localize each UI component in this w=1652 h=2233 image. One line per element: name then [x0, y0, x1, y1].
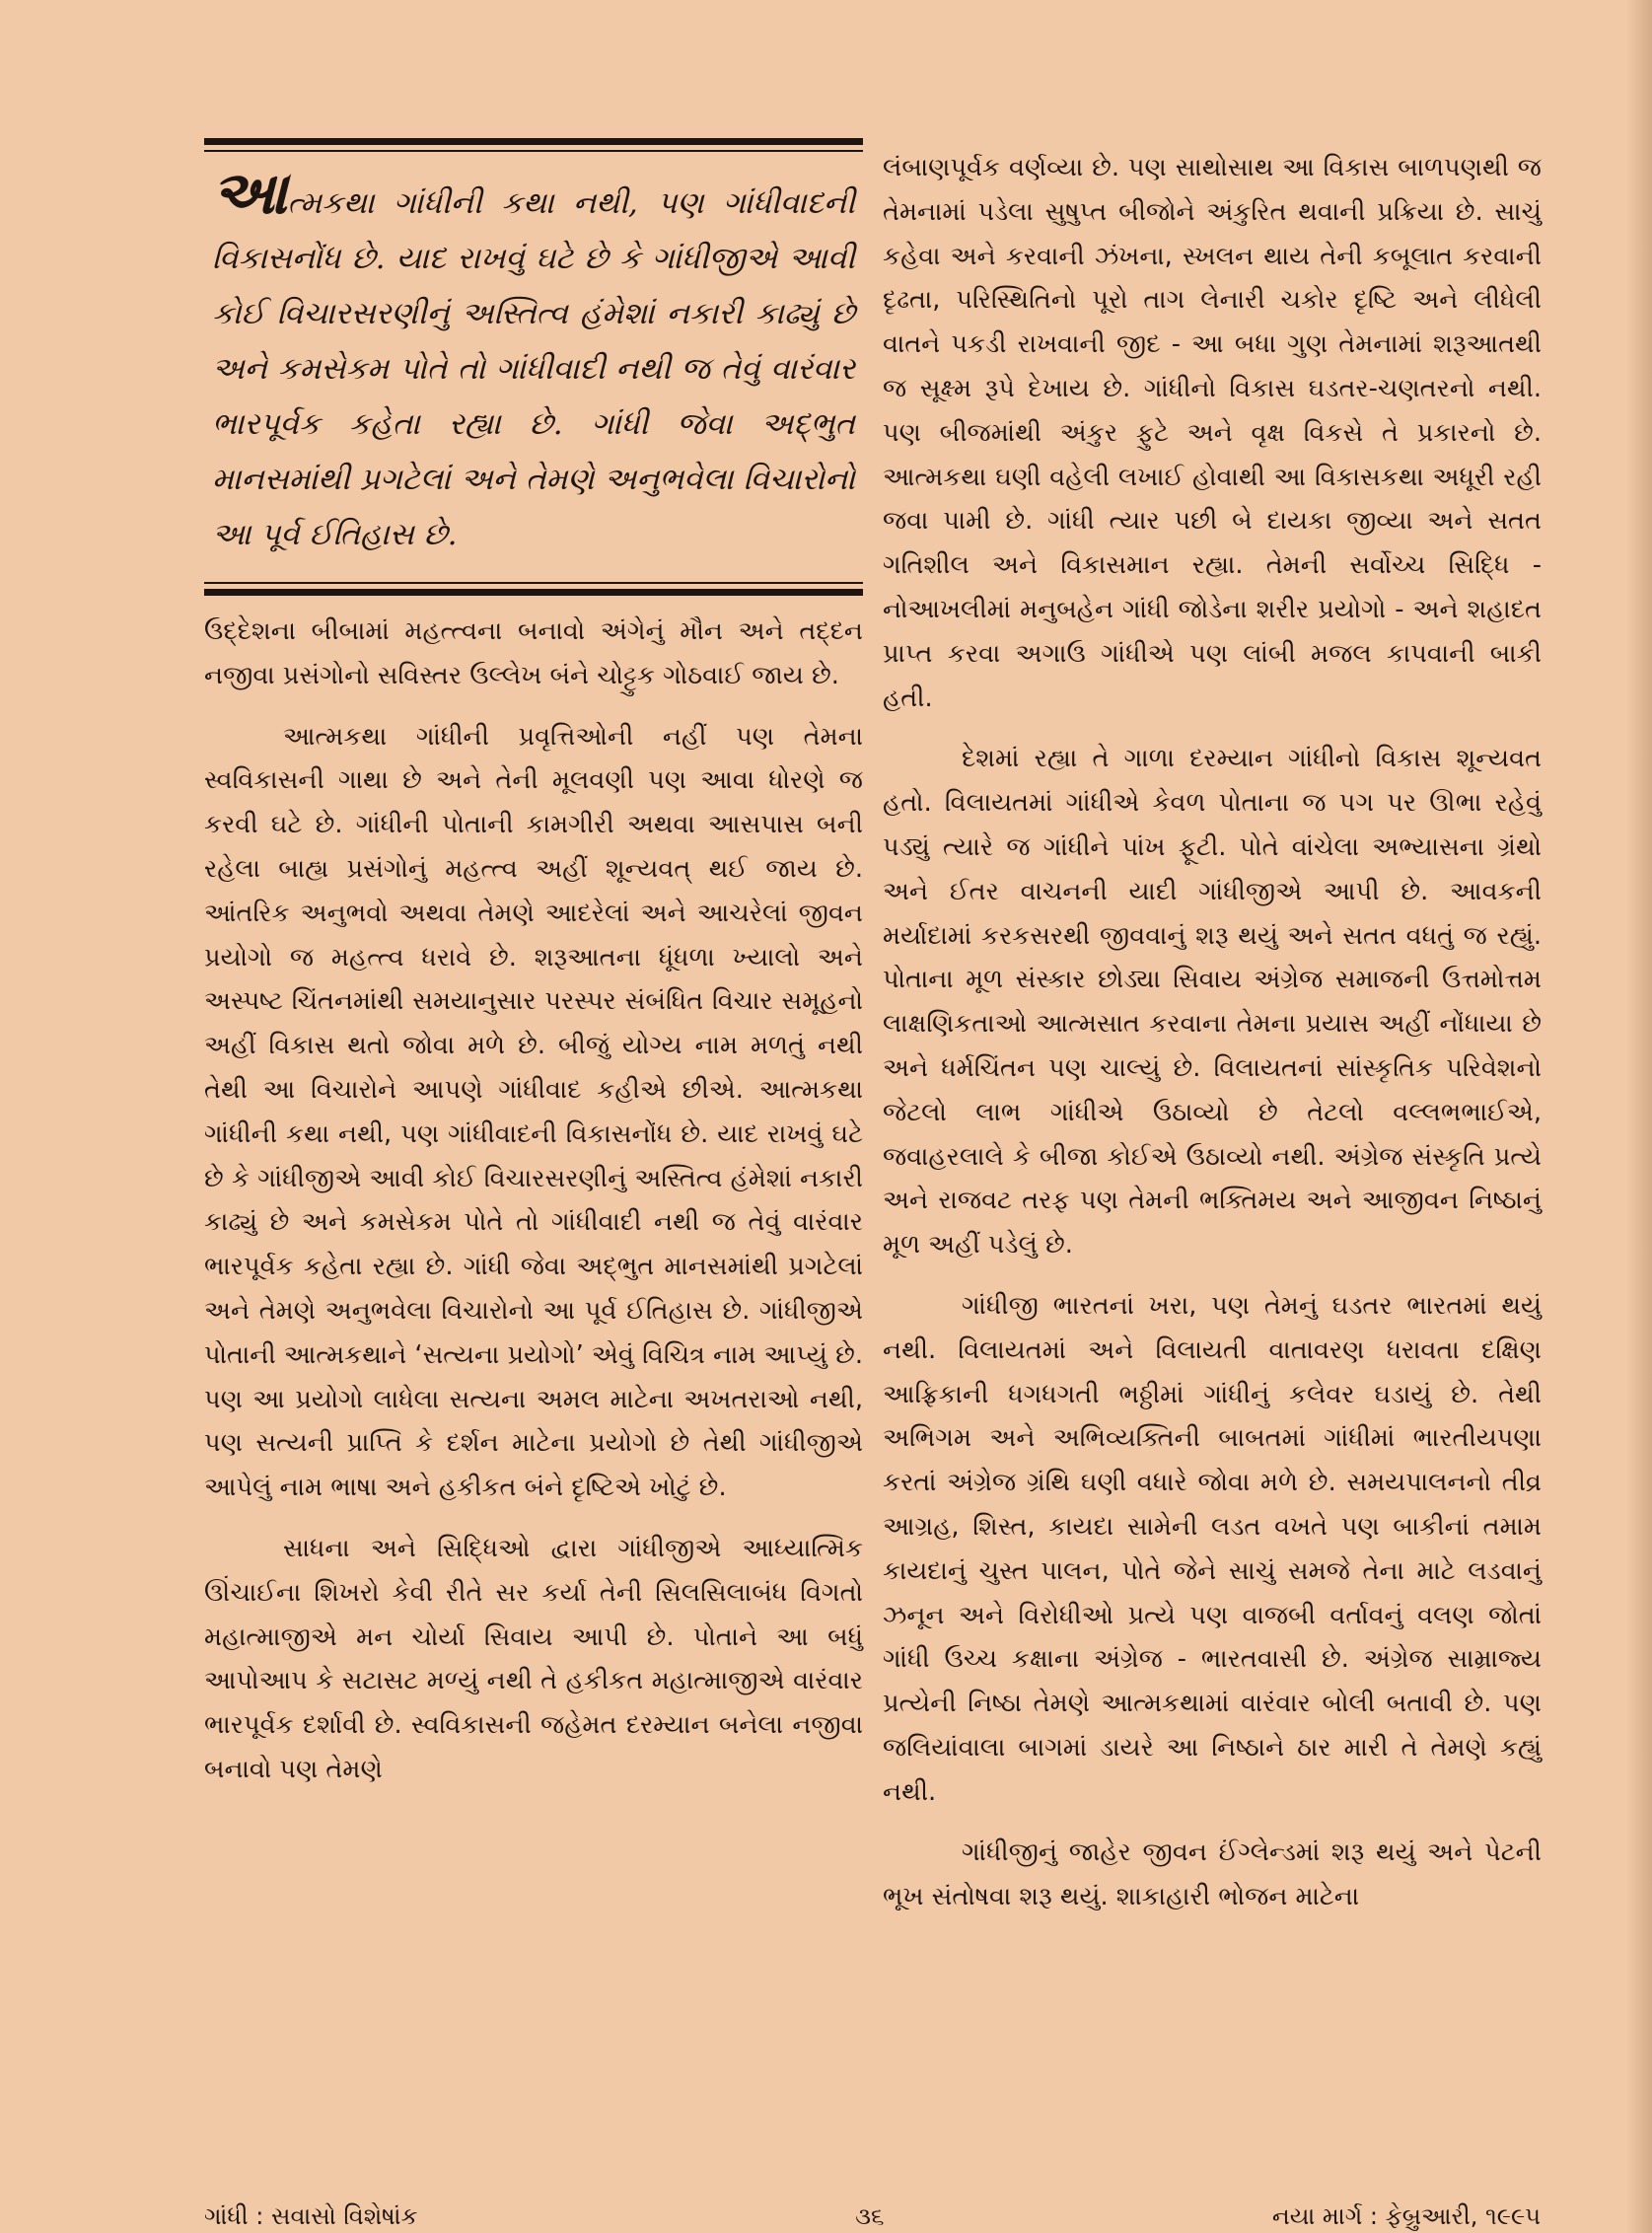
paragraph: ગાંધીજીનું જાહેર જીવન ઈંગ્લેન્ડમાં શરૂ થયું અને પેટની ભૂખ સંતોષવા શરૂ થયું. શાકાહારી ભોજન માટેના — [883, 1837, 1542, 1912]
paragraph: ઉદ્દેશના બીબામાં મહત્ત્વના બનાવો અંગેનું મૌન અને તદ્દન નજીવા પ્રસંગોનો સવિસ્તર ઉલ્લેખ બંને ચોટ્ટુક ગોઠવાઈ જાય છે. — [204, 616, 863, 690]
pullquote-text: ત્મકથા ગાંધીની કથા નથી, પણ ગાંધીવાદની વિકાસનોંધ છે. યાદ રાખવું ઘટે છે કે ગાંધીજીએ આવી કોઈ વિચારસરણીનું અસ્તિત્વ હંમેશાં નકારી કાઢ્યું છે અને કમસેકમ પોતે તો ગાંધીવાદી નથી જ તેવું વારંવાર ભારપૂર્વક કહેતા રહ્યા છે. ગાંધી જેવા અદ્ભુત માનસમાંથી પ્રગટેલાં અને તેમણે અનુભવેલા વિચારોનો આ પૂર્વ ઈતિહાસ છે. — [212, 185, 855, 552]
page-number: ૩૬ — [855, 2202, 885, 2230]
footer-issue-date: નયા માર્ગ : ફેબ્રુઆરી, ૧૯૯૫ — [1271, 2202, 1541, 2230]
pullquote-bottom-rule-thin — [204, 582, 863, 584]
paragraph: ગાંધીજી ભારતનાં ખરા, પણ તેમનું ઘડતર ભારતમાં થયું નથી. વિલાયતમાં અને વિલાયતી વાતાવરણ ધરાવતા દક્ષિણ આફ્રિકાની ધગધગતી ભઠ્ઠીમાં ગાંધીનું કલેવર ઘડાયું છે. તેથી અભિગમ અને અભિવ્યક્તિની બાબતમાં ગાંધીમાં ભારતીયપણા કરતાં અંગ્રેજ ગ્રંથિ ઘણી વધારે જોવા મળે છે. સમયપાલનનો તીવ્ર આગ્રહ, શિસ્ત, કાયદા સામેની લડત વખતે પણ બાકીનાં તમામ કાયદાનું ચુસ્ત પાલન, પોતે જેને સાચું સમજે તેના માટે લડવાનું ઝનૂન અને વિરોધીઓ પ્રત્યે પણ વાજબી વર્તાવનું વલણ જોતાં ગાંધી ઉચ્ચ કક્ષાના અંગ્રેજ - ભારતવાસી છે. અંગ્રેજ સામ્રાજ્ય પ્રત્યેની નિષ્ઠા તેમણે આત્મકથામાં વારંવાર બોલી બતાવી છે. પણ જલિયાંવાલા બાગમાં ડાયરે આ નિષ્ઠાને ઠાર મારી તે તેમણે કહ્યું નથી. — [883, 1290, 1542, 1807]
left-column — [204, 138, 863, 1792]
page-edge-shadow — [1626, 0, 1652, 2233]
pullquote — [204, 152, 863, 582]
pullquote-bottom-rule-thick — [204, 589, 863, 596]
pullquote-dropcap: આ — [212, 159, 288, 228]
pullquote-top-rule-thick — [204, 138, 863, 145]
paragraph: આત્મકથા ગાંધીની પ્રવૃત્તિઓની નહીં પણ તેમના સ્વવિકાસની ગાથા છે અને તેની મૂલવણી પણ આવા ધોરણે જ કરવી ઘટે છે. ગાંધીની પોતાની કામગીરી અથવા આસપાસ બની રહેલા બાહ્ય પ્રસંગોનું મહત્ત્વ અહીં શૂન્યવત્ થઈ જાય છે. આંતરિક અનુભવો અથવા તેમણે આદરેલાં અને આચરેલાં જીવન પ્રયોગો જ મહત્ત્વ ધરાવે છે. શરૂઆતના ધૂંધળા ખ્યાલો અને અસ્પષ્ટ ચિંતનમાંથી સમયાનુસાર પરસ્પર સંબંધિત વિચાર સમૂહનો અહીં વિકાસ થતો જોવા મળે છે. બીજું યોગ્ય નામ મળતું નથી તેથી આ વિચારોને આપણે ગાંધીવાદ કહીએ છીએ. આત્મકથા ગાંધીની કથા નથી, પણ ગાંધીવાદની વિકાસનોંધ છે. યાદ રાખવું ઘટે છે કે ગાંધીજીએ આવી કોઈ વિચારસરણીનું અસ્તિત્વ હંમેશાં નકારી કાઢ્યું છે અને કમસેકમ પોતે તો ગાંધીવાદી નથી જ તેવું વારંવાર ભારપૂર્વક કહેતા રહ્યા છે. ગાંધી જેવા અદ્ભુત માનસમાંથી પ્રગટેલાં અને તેમણે અનુભવેલા વિચારોનો આ પૂર્વ ઈતિહાસ છે. ગાંધીજીએ પોતાની આત્મકથાને ‘સત્યના પ્રયોગો’ એવું વિચિત્ર નામ આપ્યું છે. પણ આ પ્રયોગો લાધેલા સત્યના અમલ માટેના અખતરાઓ નથી, પણ સત્યની પ્રાપ્તિ કે દર્શન માટેના પ્રયોગો છે તેથી ગાંધીજીએ આપેલું નામ ભાષા અને હકીકત બંને દૃષ્ટિએ ખોટું છે. — [204, 721, 863, 1503]
right-body-text — [883, 146, 1542, 1919]
paragraph: લંબાણપૂર્વક વર્ણવ્યા છે. પણ સાથોસાથ આ વિકાસ બાળપણથી જ તેમનામાં પડેલા સુષુપ્ત બીજોને અંકુરિત થવાની પ્રક્રિયા છે. સાચું કહેવા અને કરવાની ઝંખના, સ્ખલન થાય તેની કબૂલાત કરવાની દૃઢતા, પરિસ્થિતિનો પૂરો તાગ લેનારી ચકોર દૃષ્ટિ અને લીધેલી વાતને પકડી રાખવાની જીદ - આ બધા ગુણ તેમનામાં શરૂઆતથી જ સૂક્ષ્મ રૂપે દેખાય છે. ગાંધીનો વિકાસ ઘડતર-ચણતરનો નથી. પણ બીજમાંથી અંકુર ફુટે અને વૃક્ષ વિકસે તે પ્રકારનો છે. આત્મકથા ઘણી વહેલી લખાઈ હોવાથી આ વિકાસકથા અધૂરી રહી જવા પામી છે. ગાંધી ત્યાર પછી બે દાયકા જીવ્યા અને સતત ગતિશીલ અને વિકાસમાન રહ્યા. તેમની સર્વોચ્ચ સિદ્ધિ - નોઆખલીમાં મનુબહેન ગાંધી જોડેના શરીર પ્રયોગો - અને શહાદત પ્રાપ્ત કરવા અગાઉ ગાંધીએ પણ લાંબી મજલ કાપવાની બાકી હતી. — [883, 153, 1542, 713]
left-body-text — [204, 610, 863, 1792]
right-column — [883, 146, 1542, 1919]
paragraph: સાધના અને સિદ્ધિઓ દ્વારા ગાંધીજીએ આધ્યાત્મિક ઊંચાઈના શિખરો કેવી રીતે સર કર્યા તેની સિલસિલાબંધ વિગતો મહાત્માજીએ મન ચોર્યા સિવાય આપી છે. પોતાને આ બધું આપોઆપ કે સટાસટ મળ્યું નથી તે હકીકત મહાત્માજીએ વારંવાર ભારપૂર્વક દર્શાવી છે. સ્વવિકાસની જહેમત દરમ્યાન બનેલા નજીવા બનાવો પણ તેમણે — [204, 1533, 863, 1784]
paragraph: દેશમાં રહ્યા તે ગાળા દરમ્યાન ગાંધીનો વિકાસ શૂન્યવત હતો. વિલાયતમાં ગાંધીએ કેવળ પોતાના જ પગ પર ઊભા રહેવું પડ્યું ત્યારે જ ગાંધીને પાંખ ફૂટી. પોતે વાંચેલા અભ્યાસના ગ્રંથો અને ઈતર વાચનની યાદી ગાંધીજીએ આપી છે. આવકની મર્યાદામાં કરકસરથી જીવવાનું શરૂ થયું અને સતત વધતું જ રહ્યું. પોતાના મૂળ સંસ્કાર છોડ્યા સિવાય અંગ્રેજ સમાજની ઉત્તમોત્તમ લાક્ષણિકતાઓ આત્મસાત કરવાના તેમના પ્રયાસ અહીં નોંધાયા છે અને ધર્મચિંતન પણ ચાલ્યું છે. વિલાયતનાં સાંસ્કૃતિક પરિવેશનો જેટલો લાભ ગાંધીએ ઉઠાવ્યો છે તેટલો વલ્લભભાઈએ, જવાહરલાલે કે બીજા કોઈએ ઉઠાવ્યો નથી. અંગ્રેજ સંસ્કૃતિ પ્રત્યે અને રાજવટ તરફ પણ તેમની ભક્તિમય અને આજીવન નિષ્ઠાનું મૂળ અહીં પડેલું છે. — [883, 744, 1542, 1261]
footer-publication-title: ગાંધી : સવાસો વિશેષાંક — [204, 2202, 418, 2230]
